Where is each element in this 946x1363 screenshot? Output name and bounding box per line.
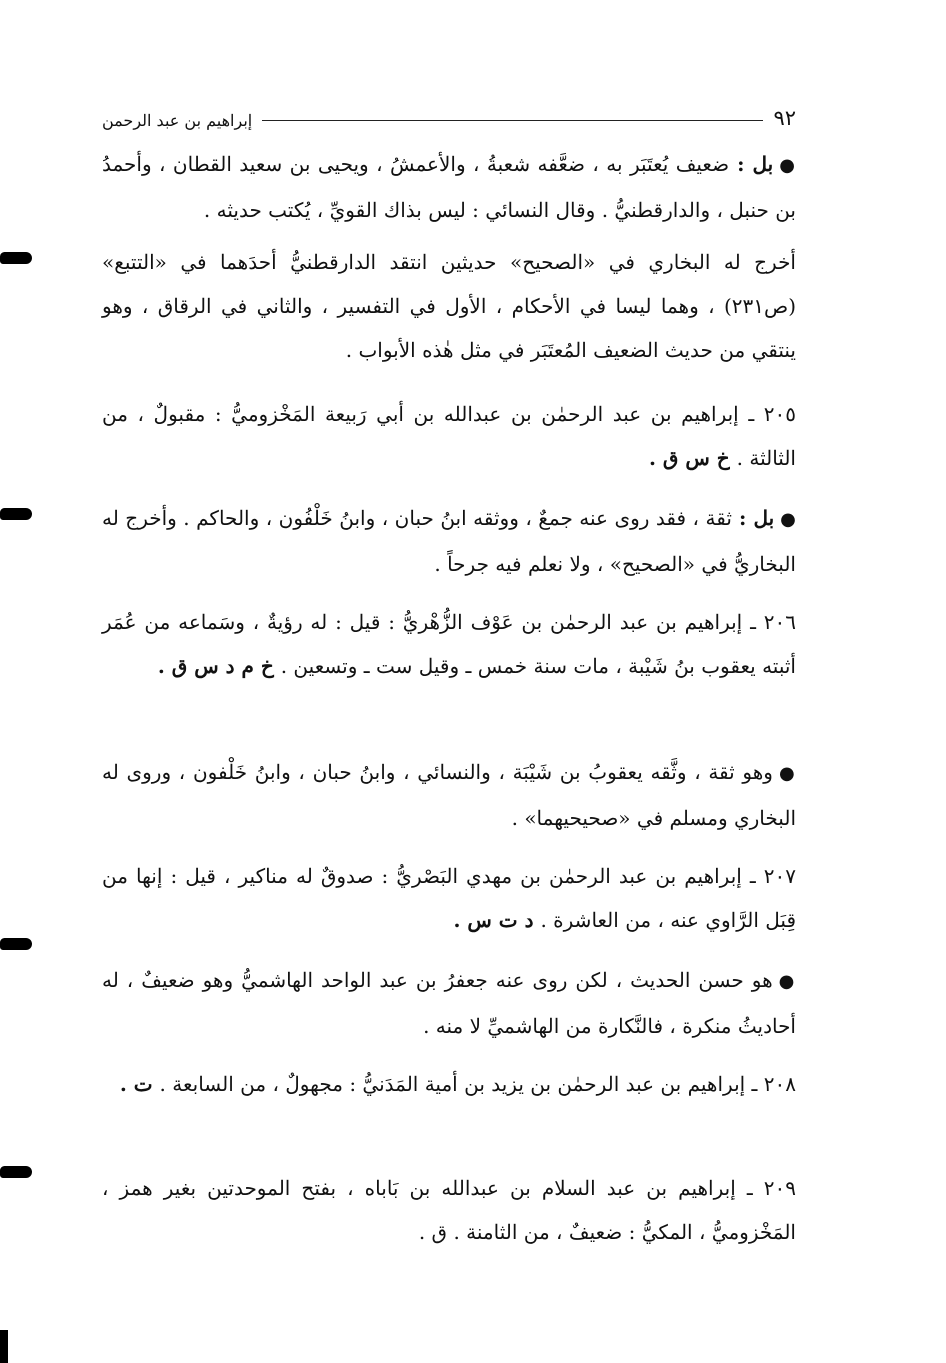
entry-paragraph: ٢٠٩ ـ إبراهيم بن عبد السلام بن عبدالله بن بَاباه ، بفتح الموحدتين بغير همز ، المَخْزوميُّ ، المكيُّ : ضعيفٌ ، من الثامنة . ق . <box>102 1176 796 1244</box>
scan-binding-mark <box>0 1166 32 1178</box>
entry-codes: ت . <box>119 1072 160 1096</box>
bullet-icon: ● <box>779 155 797 176</box>
scan-binding-mark <box>0 252 32 264</box>
header-rule <box>262 120 763 121</box>
scan-binding-mark <box>0 938 32 950</box>
running-title: إبراهيم بن عبد الرحمن <box>102 111 253 130</box>
entry-codes: ق . <box>418 1220 454 1244</box>
entry-paragraph: ٢٠٦ ـ إبراهيم بن عبد الرحمٰن بن عَوْف الزُّهْريُّ : قيل : له رؤيةٌ ، وسَماعه من عُمَر أثبته يعقوب بنُ شَيْبة ، مات سنة خمس ـ وقيل ست ـ وتسعين . خ م د س ق . <box>102 610 796 678</box>
entry-paragraph: ٢٠٨ ـ إبراهيم بن عبد الرحمٰن بن يزيد بن أمية المَدَنيُّ : مجهولٌ ، من السابعة . ت . <box>119 1072 796 1096</box>
running-header <box>102 96 796 130</box>
entry-paragraph: ٢٠٧ ـ إبراهيم بن عبد الرحمٰن بن مهدي البَصْريُّ : صدوقٌ له مناكير ، قيل : إنها من قِبَل الرَّاوي عنه ، من العاشرة . د ت س . <box>102 864 796 932</box>
entry-codes: خ م د س ق . <box>157 654 281 678</box>
entry-codes: د ت س . <box>453 908 541 932</box>
bullet-icon: ● <box>778 971 796 992</box>
bullet-icon: ● <box>778 763 796 784</box>
comment-paragraph: أخرج له البخاري في «الصحيح» حديثين انتقد الدارقطنيُّ أحدَهما في «التتبع» (ص٢٣١) ، وهما ليسا في الأحكام ، الأول في التفسير ، والثاني في الرقاق ، وهو ينتقي من حديث الضعيف المُعتَبَر في مثل هٰذه الأبواب . <box>102 250 796 362</box>
bullet-icon: ● <box>780 509 796 530</box>
entry-codes: خ س ق . <box>648 446 737 470</box>
scan-edge-mark <box>0 1330 8 1363</box>
comment-paragraph: ●هو حسن الحديث ، لكن روى عنه جعفرُ بن عبد الواحد الهاشميُّ وهو ضعيفٌ ، له أحاديثُ منكرة ، فالنَّكارة من الهاشميِّ لا منه . <box>102 968 796 1038</box>
comment-paragraph: ●بل : ثقة ، فقد روى عنه جمعٌ ، ووثقه ابنُ حبان ، وابنُ خَلْفُون ، والحاكم . وأخرج له البخاريُّ في «الصحيح» ، ولا نعلم فيه جرحاً . <box>102 506 796 576</box>
comment-paragraph: ●وهو ثقة ، وثَّقه يعقوبُ بن شَيْبَة ، والنسائي ، وابنُ حبان ، وابنُ خَلْفون ، وروى له البخاري ومسلم في «صحيحيهما» . <box>102 760 796 830</box>
page-number: ٩٢ <box>773 106 796 130</box>
scan-binding-mark <box>0 508 32 520</box>
entry-paragraph: ٢٠٥ ـ إبراهيم بن عبد الرحمٰن بن عبدالله بن أبي رَبيعة المَخْزوميُّ : مقبولٌ ، من الثالثة . خ س ق . <box>102 402 796 470</box>
comment-paragraph: ●بل : ضعيف يُعتَبَر به ، ضعَّفه شعبةُ ، والأعمشُ ، ويحيى بن سعيد القطان ، وأحمدُ بن حنبل ، والدارقطنيُّ . وقال النسائي : ليس بذاك القويِّ ، يُكتب حديثه . <box>102 152 797 222</box>
